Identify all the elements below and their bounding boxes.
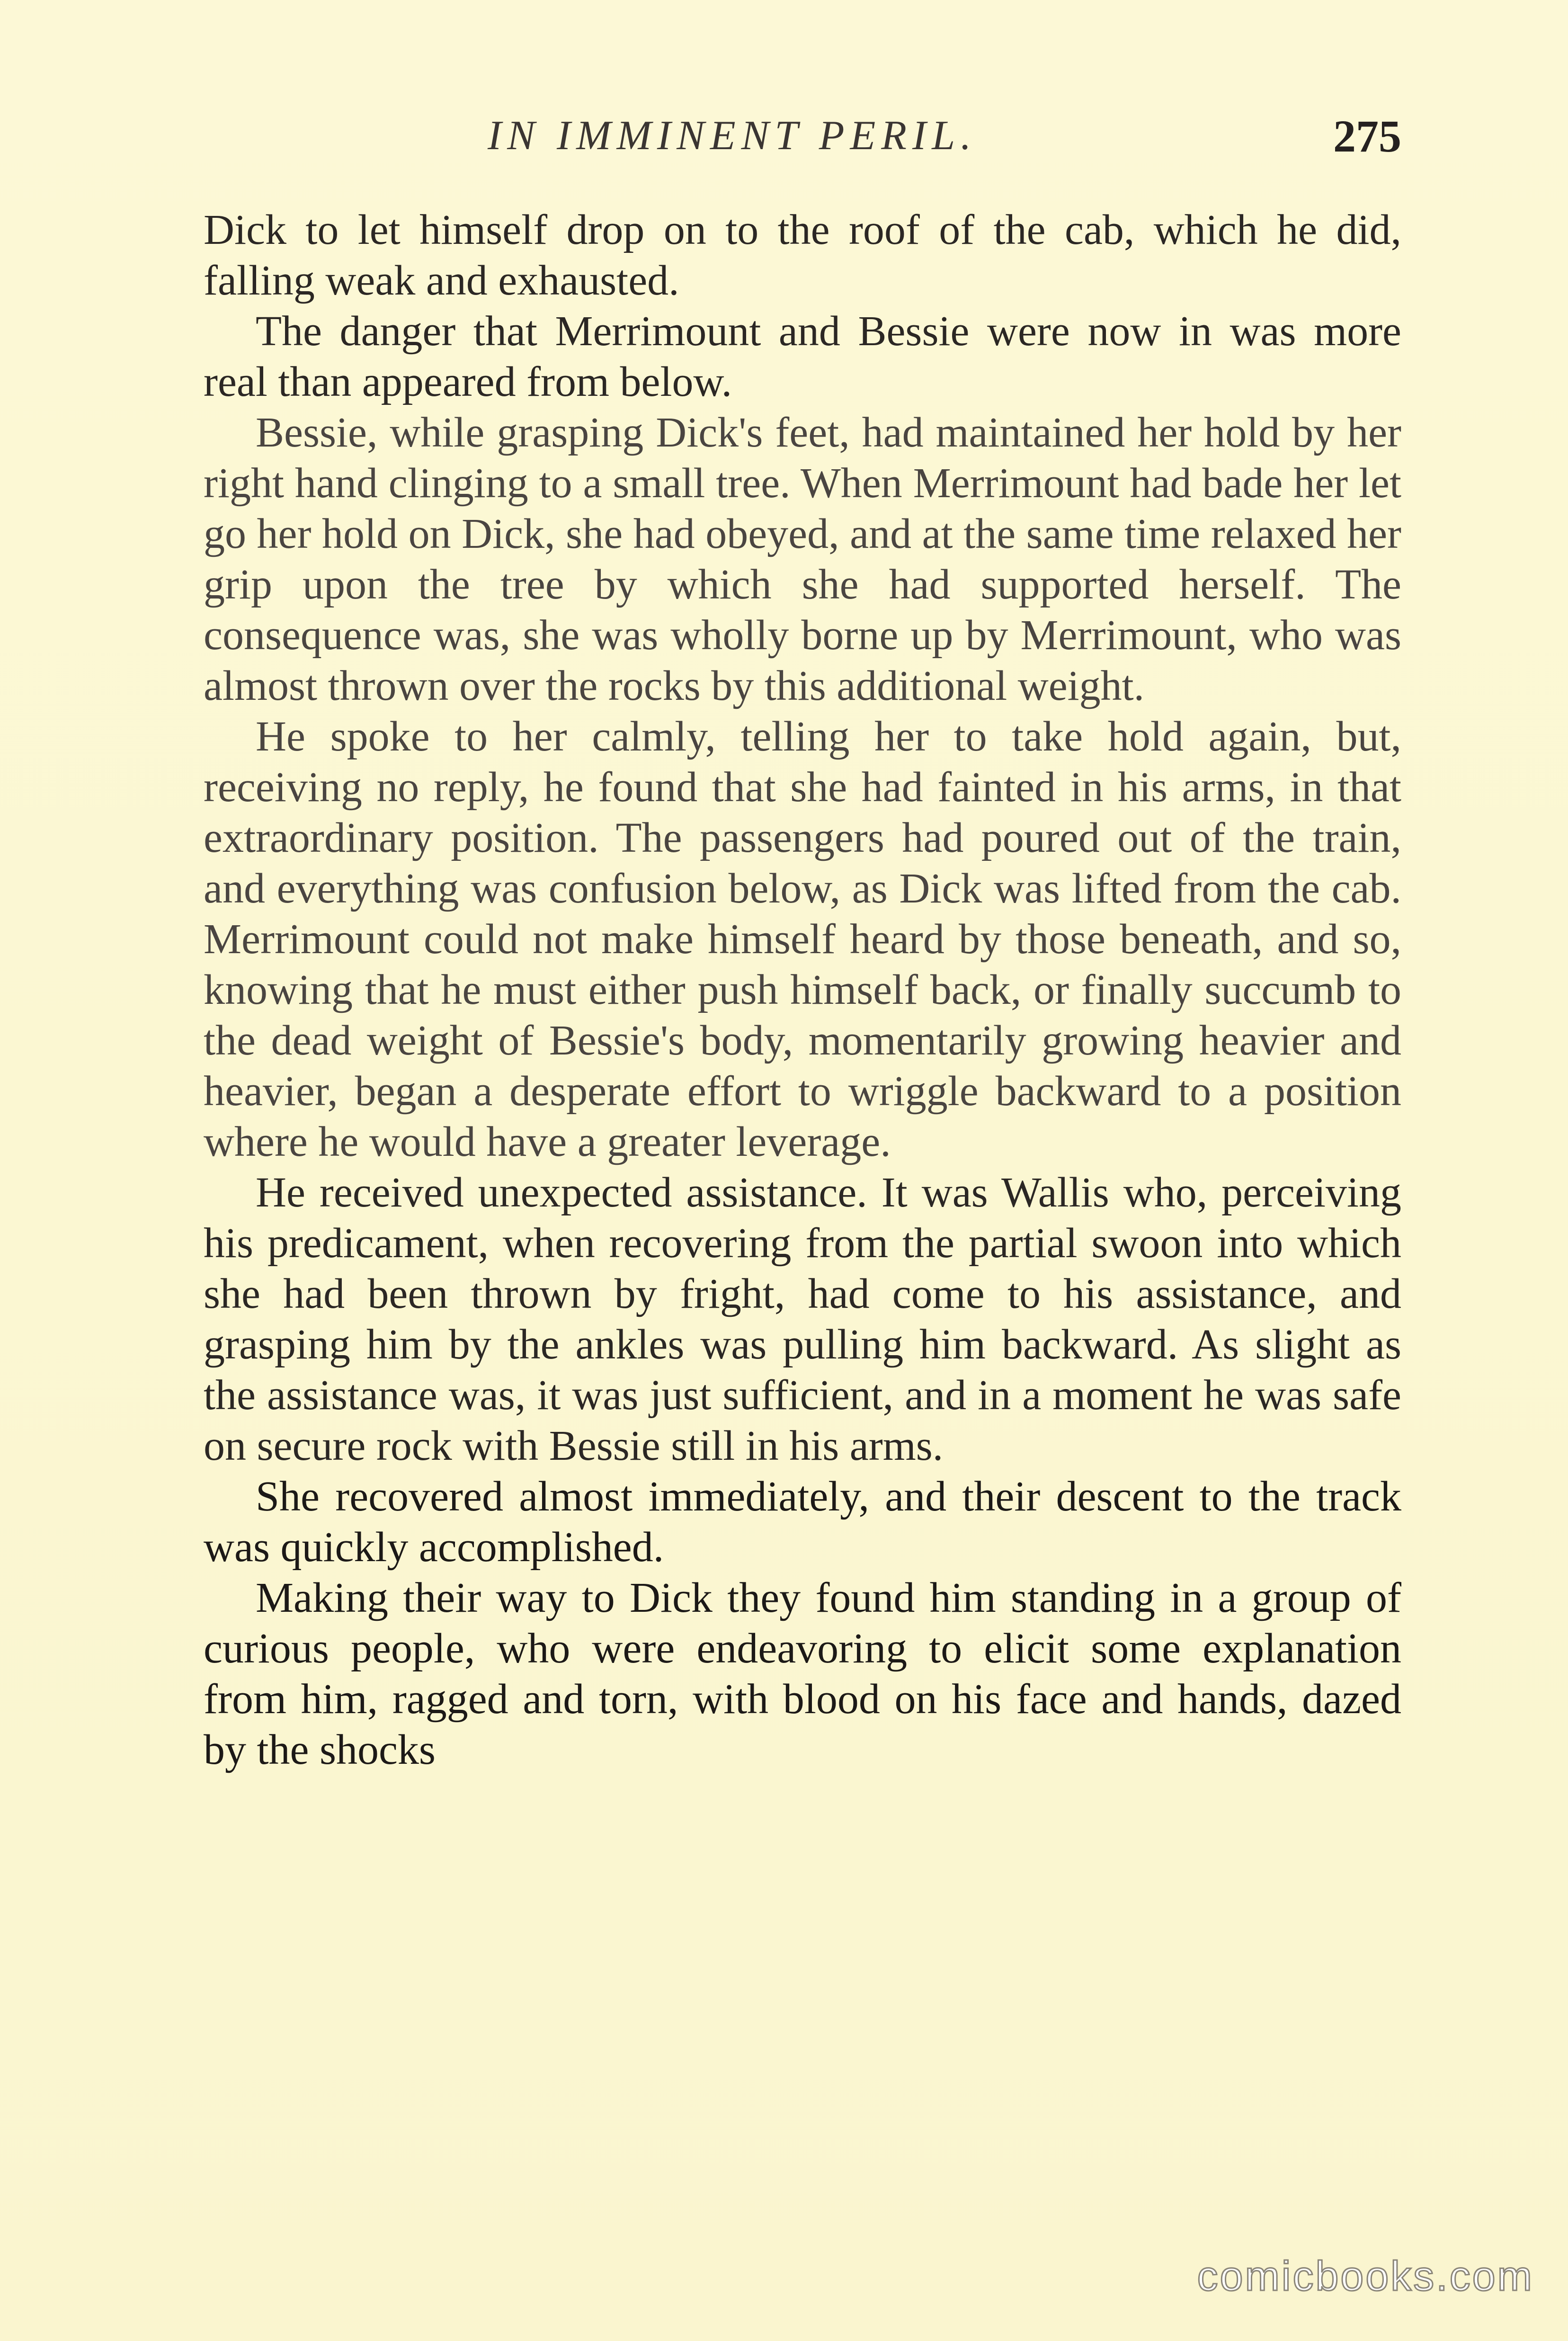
body-text (204, 205, 1401, 1775)
paragraph-1: Dick to let himself drop on to the roof of the cab, which he did, falling weak and exhausted. (204, 206, 1401, 304)
site-watermark: comicbooks.com (1197, 2252, 1534, 2299)
paragraph-2: The danger that Merrimount and Bessie were now in was more real than appeared from below. (204, 308, 1401, 405)
paragraph-3: Bessie, while grasping Dick's feet, had maintained her hold by her right hand clinging to a small tree. When Merrimount had bade her let go her hold on Dick, she had obeyed, and at the same time relaxed her grip upon the tree by which she had supported herself. The consequence was, she was wholly borne up by Merrimount, who was almost thrown over the rocks by this additional weight. (204, 409, 1401, 709)
paragraph-6: She recovered almost immediately, and their descent to the track was quickly accomplished. (204, 1473, 1401, 1571)
paragraph-4: He spoke to her calmly, telling her to take hold again, but, receiving no reply, he found that she had fainted in his arms, in that extraordinary position. The passengers had poured out of the train, and everything was confusion below, as Dick was lifted from the cab. Merrimount could not make himself heard by those beneath, and so, knowing that he must either push himself back, or finally succumb to the dead weight of Bessie's body, momentarily growing heavier and heavier, began a desperate effort to wriggle backward to a position where he would have a greater leverage. (204, 713, 1401, 1165)
paragraph-7: Making their way to Dick they found him standing in a group of curious people, who were endeavoring to elicit some explanation from him, ragged and torn, with blood on his face and hands, dazed by the shocks (204, 1574, 1401, 1773)
page-number: 275 (1333, 111, 1401, 161)
running-head (204, 112, 1401, 169)
running-title: IN IMMINENT PERIL. (488, 113, 977, 159)
paragraph-5: He received unexpected assistance. It was Wallis who, perceiving his predicament, when recovering from the partial swoon into which she had been thrown by fright, had come to his assistance, and grasping him by the ankles was pulling him backward. As slight as the assistance was, it was just sufficient, and in a moment he was safe on secure rock with Bessie still in his arms. (204, 1169, 1401, 1469)
